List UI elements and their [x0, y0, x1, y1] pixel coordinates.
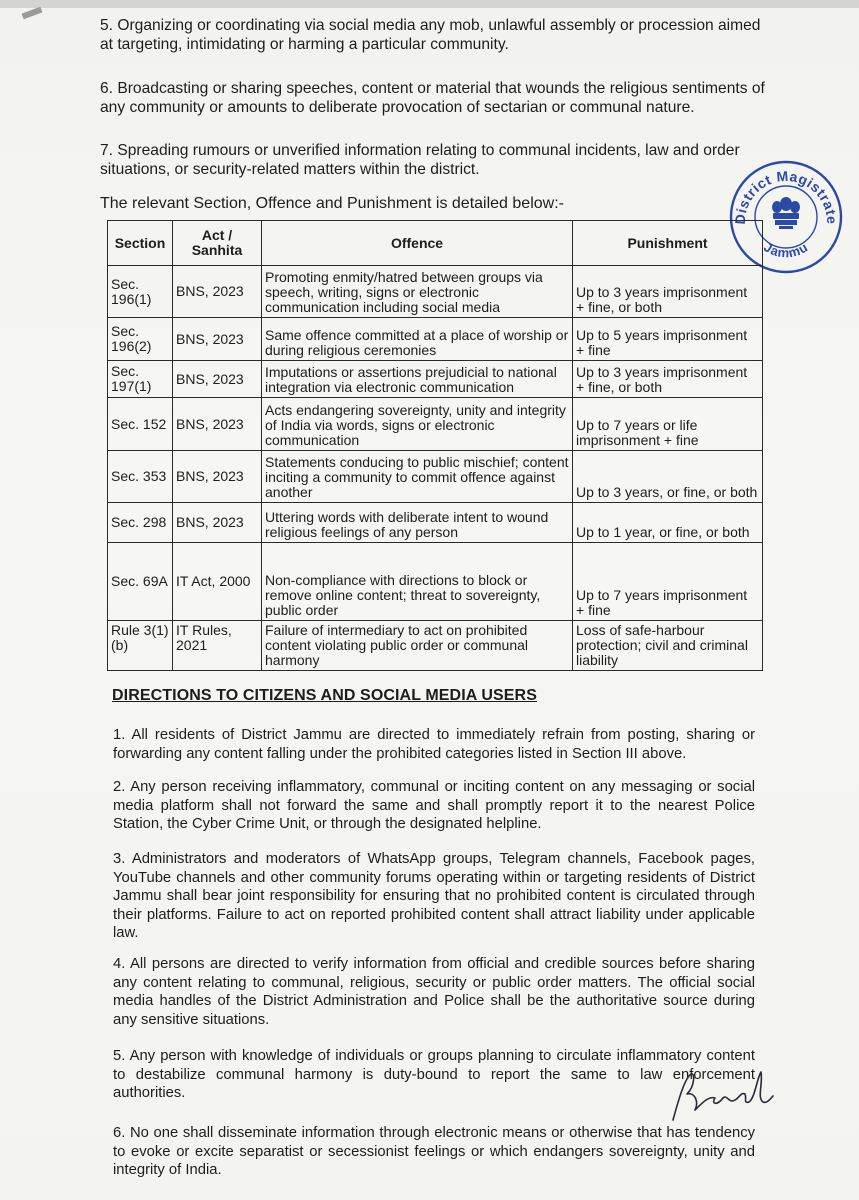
table-intro: The relevant Section, Offence and Punishment is detailed below:-: [100, 195, 564, 212]
direction-1: 1. All residents of District Jammu are directed to immediately refrain from posting, sharing or forwarding any content falling under the prohibited categories listed in Section III above.: [113, 727, 755, 762]
cell-offence: Uttering words with deliberate intent to wound religious feelings of any person: [262, 503, 573, 543]
direction-3: 3. Administrators and moderators of WhatsApp groups, Telegram channels, Facebook pages, YouTube channels and other community forums operating within or targeting residents of District Jammu shall bear joint responsibility for ensuring that no prohibited content is circulated through their platforms. Failure to act on reported prohibited content shall attract liability under applicable law.: [113, 851, 755, 941]
cell-act: IT Act, 2000: [173, 543, 262, 621]
table-header-row: [108, 221, 763, 266]
table-row: [108, 503, 763, 543]
col-header-offence: Offence: [262, 221, 573, 266]
cell-offence: Failure of intermediary to act on prohibited content violating public order or communal harmony: [262, 621, 573, 671]
table-row: [108, 543, 763, 621]
cell-punishment: Loss of safe-harbour protection; civil and criminal liability: [573, 621, 763, 671]
col-header-punishment: Punishment: [573, 221, 763, 266]
signature-graphic: [665, 1068, 775, 1126]
cell-act: BNS, 2023: [173, 361, 262, 398]
cell-punishment: Up to 3 years imprisonment + fine, or both: [573, 266, 763, 318]
cell-offence: Same offence committed at a place of worship or during religious ceremonies: [262, 318, 573, 361]
cell-punishment: Up to 7 years or life imprisonment + fine: [573, 398, 763, 451]
offence-table: [107, 220, 763, 671]
cell-punishment: Up to 7 years imprisonment + fine: [573, 543, 763, 621]
cell-punishment: Up to 3 years imprisonment + fine, or both: [573, 361, 763, 398]
clause-6: 6. Broadcasting or sharing speeches, content or material that wounds the religious sentiments of any community or amounts to deliberate provocation of sectarian or communal nature.: [100, 80, 765, 116]
staple-mark: [22, 7, 43, 19]
table-row: [108, 318, 763, 361]
cell-section: Sec. 196(1): [108, 266, 173, 318]
cell-offence: Non-compliance with directions to block or remove online content; threat to sovereignty, public order: [262, 543, 573, 621]
cell-act: BNS, 2023: [173, 451, 262, 503]
cell-punishment: Up to 1 year, or fine, or both: [573, 503, 763, 543]
page-top-edge: [0, 0, 859, 8]
col-header-section: Section: [108, 221, 173, 266]
handwritten-signature: [665, 1068, 775, 1126]
table-row: [108, 451, 763, 503]
cell-section: Sec. 298: [108, 503, 173, 543]
state-emblem-icon: [772, 197, 800, 229]
table-row: [108, 398, 763, 451]
cell-section: Sec. 152: [108, 398, 173, 451]
cell-act: IT Rules, 2021: [173, 621, 262, 671]
cell-act: BNS, 2023: [173, 398, 262, 451]
cell-offence: Acts endangering sovereignty, unity and integrity of India via words, signs or electronic communication: [262, 398, 573, 451]
cell-section: Sec. 196(2): [108, 318, 173, 361]
table-row: [108, 361, 763, 398]
cell-act: BNS, 2023: [173, 503, 262, 543]
directions-heading: DIRECTIONS TO CITIZENS AND SOCIAL MEDIA USERS: [112, 687, 537, 704]
cell-offence: Imputations or assertions prejudicial to national integration via electronic communication: [262, 361, 573, 398]
direction-2: 2. Any person receiving inflammatory, communal or inciting content on any messaging or social media platform shall not forward the same and shall promptly report it to the nearest Police Station, the Cyber Crime Unit, or through the designated helpline.: [113, 779, 755, 832]
cell-section: Rule 3(1)(b): [108, 621, 173, 671]
direction-5: 5. Any person with knowledge of individuals or groups planning to circulate inflammatory content to destabilize communal harmony is duty-bound to report the same to law enforcement authorities.: [113, 1048, 755, 1101]
cell-section: Sec. 197(1): [108, 361, 173, 398]
cell-offence: Promoting enmity/hatred between groups via speech, writing, signs or electronic communication including social media: [262, 266, 573, 318]
seal-bottom-text: Jammu: [761, 239, 811, 261]
clause-7: 7. Spreading rumours or unverified information relating to communal incidents, law and order situations, or security-related matters within the district.: [100, 142, 740, 178]
cell-punishment: Up to 3 years, or fine, or both: [573, 451, 763, 503]
cell-section: Sec. 69A: [108, 543, 173, 621]
cell-act: BNS, 2023: [173, 318, 262, 361]
cell-section: Sec. 353: [108, 451, 173, 503]
svg-text:Jammu: [761, 239, 811, 260]
cell-punishment: Up to 5 years imprisonment + fine: [573, 318, 763, 361]
col-header-act: Act / Sanhita: [173, 221, 262, 266]
cell-offence: Statements conducing to public mischief; content inciting a community to commit offence against another: [262, 451, 573, 503]
table-row: [108, 621, 763, 671]
clause-5: 5. Organizing or coordinating via social media any mob, unlawful assembly or procession aimed at targeting, intimidating or harming a particular community.: [100, 17, 761, 53]
cell-act: BNS, 2023: [173, 266, 262, 318]
table-row: [108, 266, 763, 318]
direction-4: 4. All persons are directed to verify information from official and credible sources before sharing any content relating to communal, religious, security or public order matters. The official social media handles of the District Administration and Police shall be the authoritative source during any sensitive situations.: [113, 956, 755, 1028]
seal-top-text: District Magistrate: [731, 167, 841, 225]
direction-6: 6. No one shall disseminate information through electronic means or otherwise that has tendency to evoke or excite separatist or secessionist feelings or which endangers sovereignty, unity and integrity of India.: [113, 1125, 755, 1178]
